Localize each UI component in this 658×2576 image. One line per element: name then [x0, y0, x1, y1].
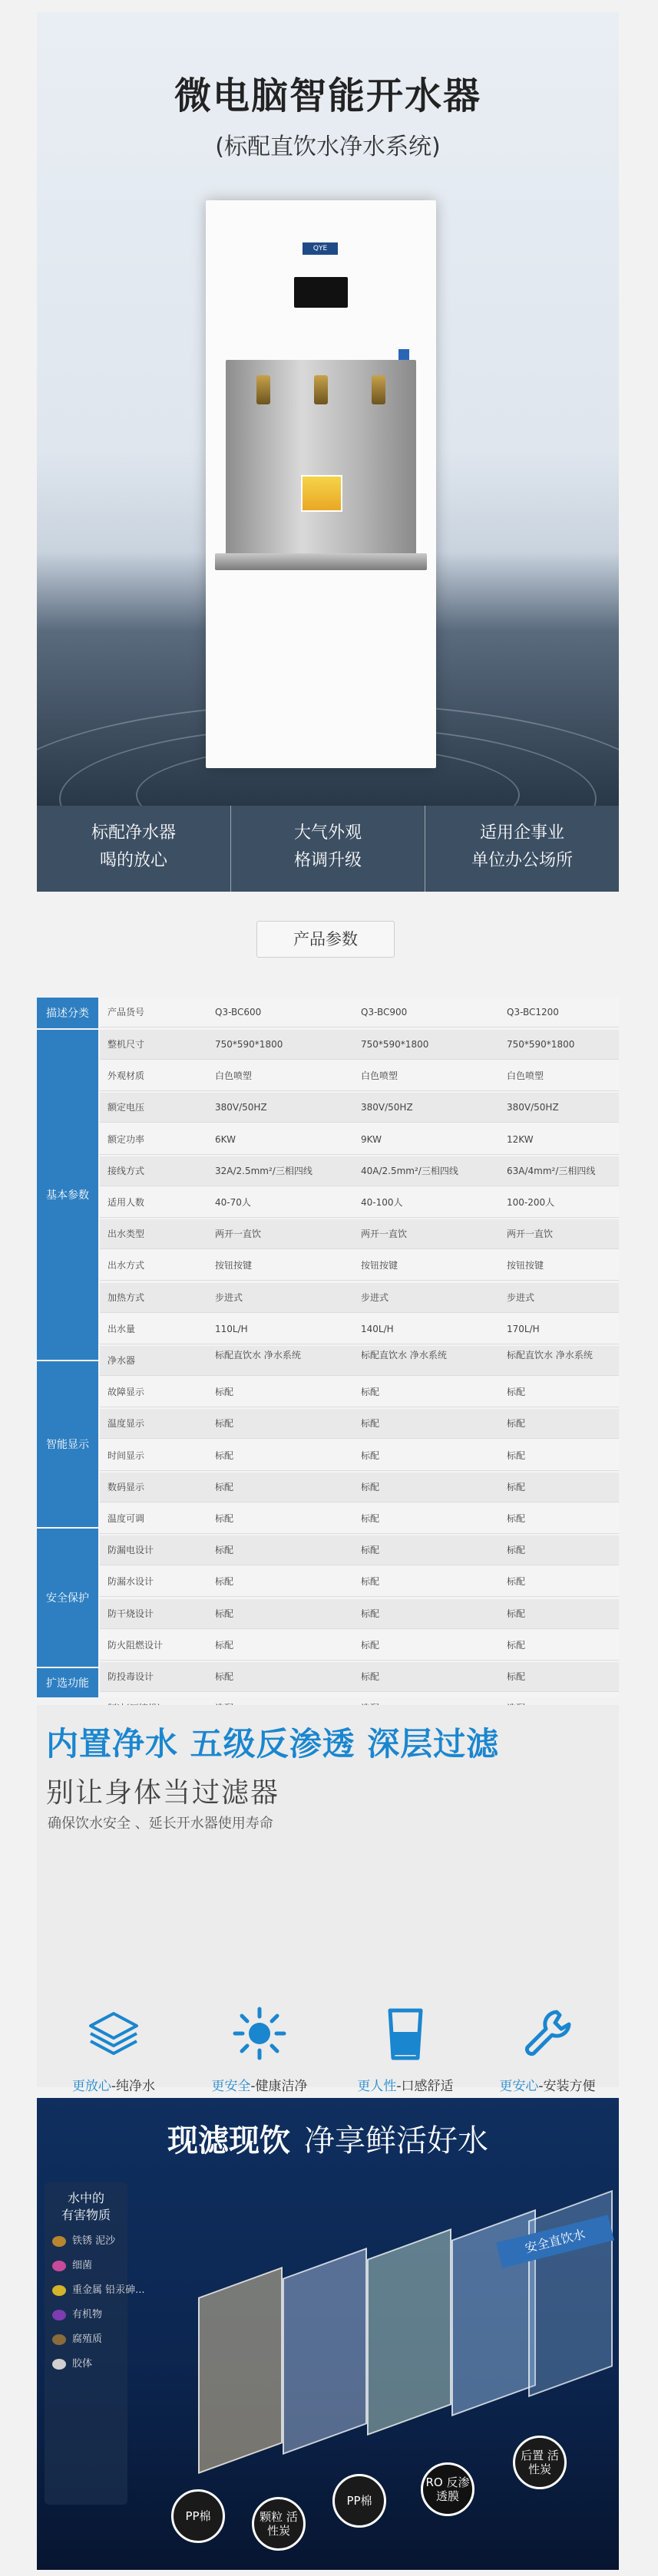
spec-row — [100, 1030, 619, 1060]
spec-row-label: 适用人数 — [107, 1197, 145, 1208]
spec-category: 智能显示 — [37, 1361, 98, 1527]
spec-row-label: 故障显示 — [107, 1387, 145, 1398]
spec-row — [100, 1631, 619, 1661]
spec-row-value: 380V/50HZ — [215, 1102, 267, 1113]
spec-row — [100, 1441, 619, 1471]
spec-category: 扩选功能 — [37, 1668, 98, 1697]
spec-row — [100, 1409, 619, 1439]
benefit-item — [332, 2003, 478, 2094]
spec-row — [100, 1662, 619, 1692]
spec-row-value: 40-70人 — [215, 1197, 251, 1208]
feature-bar — [37, 806, 619, 892]
harmful-item: 铁锈 泥沙 — [52, 2235, 127, 2248]
spec-row-value: 标配 — [507, 1639, 526, 1651]
spec-row-value: 标配 — [361, 1671, 380, 1682]
digital-display — [294, 277, 348, 308]
spec-row-label: 出水类型 — [107, 1229, 145, 1240]
spec-row — [100, 1535, 619, 1565]
spec-row — [100, 1093, 619, 1123]
spec-row-value: 标配 — [361, 1545, 380, 1556]
spec-row-value: 两开一直饮 — [215, 1229, 262, 1240]
stage-badge: 颗粒 活性炭 — [252, 2497, 306, 2551]
spec-row-value: 步进式 — [215, 1291, 243, 1303]
hero-title: 微电脑智能开水器 — [174, 74, 481, 117]
spec-row-label: 温度显示 — [107, 1418, 145, 1430]
benefit-item — [187, 2003, 332, 2094]
drip-tray — [215, 553, 427, 570]
spec-row-value: 两开一直饮 — [507, 1229, 554, 1240]
tap-panel — [226, 360, 416, 556]
hero-banner — [37, 12, 619, 806]
spec-row — [100, 1314, 619, 1344]
filtration-title: 现滤现饮 净享鲜活好水 — [167, 2123, 488, 2159]
spec-row-label: 出水方式 — [107, 1260, 145, 1272]
tap-icon — [372, 375, 385, 404]
contaminant-icon — [52, 2359, 66, 2370]
benefit-item — [41, 2003, 187, 2094]
spec-row-value: 标配 — [215, 1481, 234, 1492]
spec-row-value: 750*590*1800 — [507, 1039, 575, 1050]
spec-row-value: 标配 — [507, 1481, 526, 1492]
spec-row-label: 整机尺寸 — [107, 1039, 145, 1050]
spec-row-value: 380V/50HZ — [361, 1102, 413, 1113]
stage-badge: RO 反渗透膜 — [421, 2462, 474, 2516]
product-params-button[interactable]: 产品参数 — [256, 921, 395, 958]
spec-row-value: 白色喷塑 — [507, 1070, 544, 1082]
feature-item: 标配净水器 喝的放心 — [37, 806, 231, 892]
spec-row-value: 标配 — [361, 1608, 380, 1619]
spec-row-value: 9KW — [361, 1133, 382, 1145]
spec-row-value: 步进式 — [507, 1291, 535, 1303]
benefit-label: 更安全-健康洁净 — [211, 2079, 308, 2094]
spec-row-label: 额定功率 — [107, 1133, 145, 1145]
spec-row-value: 白色喷塑 — [215, 1070, 253, 1082]
spec-row-value: 标配直饮水 净水系统 — [507, 1350, 593, 1361]
benefit-label: 更安心-安装方便 — [499, 2079, 596, 2094]
spec-row-label: 出水量 — [107, 1323, 136, 1334]
spec-row-value: 两开一直饮 — [361, 1229, 408, 1240]
harmful-heading: 水中的 有害物质 — [61, 2191, 111, 2222]
tap-icon — [314, 375, 328, 404]
contaminant-icon — [52, 2334, 66, 2345]
spec-header-category: 描述分类 — [37, 998, 98, 1028]
spec-row-value: 按钮按键 — [361, 1260, 398, 1272]
spec-row-value: 32A/2.5mm²/三相四线 — [215, 1165, 312, 1176]
spec-row-value: 标配 — [361, 1387, 380, 1398]
spec-row-value: 标配 — [507, 1513, 526, 1524]
spec-row-label: 防干烧设计 — [107, 1608, 154, 1619]
spec-row-value: 40-100人 — [361, 1197, 403, 1208]
spec-row-value: 标配 — [215, 1639, 234, 1651]
spec-table — [37, 998, 619, 1697]
filter-layer-carbon — [283, 2248, 367, 2455]
spec-row-value: 步进式 — [361, 1291, 389, 1303]
water-glass-icon — [375, 2003, 436, 2064]
spec-row-value: 标配 — [507, 1450, 526, 1461]
spec-row-value: 标配 — [507, 1576, 526, 1588]
spec-row-value: 380V/50HZ — [507, 1102, 559, 1113]
spec-row-value: 750*590*1800 — [215, 1039, 283, 1050]
layers-icon — [83, 2003, 144, 2064]
water-boiler-image — [206, 200, 436, 768]
harmful-item: 细菌 — [52, 2259, 127, 2273]
spec-row-value: 标配 — [361, 1418, 380, 1430]
spec-row-value: 标配 — [507, 1387, 526, 1398]
stage-badge: PP棉 — [332, 2474, 386, 2528]
spec-row-value: 110L/H — [215, 1323, 248, 1334]
spec-category: 基本参数 — [37, 1030, 98, 1360]
spec-row-label: 额定电压 — [107, 1102, 145, 1113]
harmful-substances-box — [45, 2182, 145, 2505]
spec-row-value: 40A/2.5mm²/三相四线 — [361, 1165, 458, 1176]
spec-row-value: 白色喷塑 — [361, 1070, 398, 1082]
spec-row-value: 标配 — [361, 1450, 380, 1461]
stage-badge: PP棉 — [171, 2489, 225, 2543]
spec-row — [100, 1061, 619, 1091]
spec-row-value: 标配直饮水 净水系统 — [215, 1350, 301, 1361]
contaminant-icon — [52, 2261, 66, 2271]
sun-icon — [229, 2003, 290, 2064]
spec-row — [100, 1219, 619, 1249]
benefit-label: 更人性-口感舒适 — [357, 2079, 454, 2094]
spec-row — [100, 1188, 619, 1218]
spec-row — [100, 1567, 619, 1597]
spec-row-value: 标配直饮水 净水系统 — [361, 1350, 447, 1361]
filter-layer-pp — [198, 2267, 283, 2474]
spec-row — [100, 1599, 619, 1629]
spec-row-label: 数码显示 — [107, 1481, 145, 1492]
hero-subtitle: (标配直饮水净水系统) — [215, 134, 441, 160]
filter-subtitle: 别让身体当过滤器 — [46, 1777, 280, 1809]
spec-row-value: 标配 — [361, 1576, 380, 1588]
filter-layer-pp2 — [367, 2228, 451, 2436]
filtration-section — [37, 2098, 619, 2570]
spec-row — [100, 1473, 619, 1502]
feature-item: 大气外观 格调升级 — [231, 806, 425, 892]
spec-row-label: 温度可调 — [107, 1513, 145, 1524]
filter-section — [37, 1705, 619, 2094]
spec-row-label: 防漏水设计 — [107, 1576, 154, 1588]
stage-badge: 后置 活性炭 — [513, 2436, 567, 2489]
spec-row-value: 按钮按键 — [507, 1260, 544, 1272]
spec-row-value: 标配 — [215, 1387, 234, 1398]
brand-logo: QYE — [303, 242, 338, 255]
spec-category: 安全保护 — [37, 1529, 98, 1667]
spec-row-value: 标配 — [215, 1576, 234, 1588]
spec-row-value: 标配 — [361, 1513, 380, 1524]
spec-row-label: 加热方式 — [107, 1291, 145, 1303]
spec-row-label: 防投毒设计 — [107, 1671, 154, 1682]
safe-water-tag: 安全直饮水 — [496, 2215, 614, 2268]
spec-row-value: 标配 — [215, 1450, 234, 1461]
spec-row-value: 标配 — [507, 1418, 526, 1430]
spec-row-value: 标配 — [215, 1418, 234, 1430]
spec-row-value: 170L/H — [507, 1323, 540, 1334]
contaminant-icon — [52, 2285, 66, 2296]
tap-icon — [256, 375, 270, 404]
filter-title: 内置净水 五级反渗透 深层过滤 — [46, 1725, 500, 1763]
spec-row — [100, 1504, 619, 1534]
spec-row-label: 接线方式 — [107, 1165, 145, 1176]
harmful-item: 胶体 — [52, 2357, 127, 2371]
spec-row — [100, 1283, 619, 1313]
spec-row-value: 100-200人 — [507, 1197, 555, 1208]
spec-row-value: 标配 — [507, 1671, 526, 1682]
wrench-icon — [517, 2003, 578, 2064]
spec-row-value: 63A/4mm²/三相四线 — [507, 1165, 596, 1176]
spec-row-value: 750*590*1800 — [361, 1039, 429, 1050]
spec-row — [100, 1377, 619, 1407]
spec-row-label: 外观材质 — [107, 1070, 145, 1082]
spec-row-value: 标配 — [215, 1608, 234, 1619]
warning-sticker — [301, 475, 342, 512]
spec-row-value: 标配 — [215, 1513, 234, 1524]
contaminant-icon — [52, 2310, 66, 2320]
spec-row-value: 标配 — [215, 1671, 234, 1682]
benefit-label: 更放心-纯净水 — [71, 2079, 156, 2094]
spec-header-row: 产品货号 Q3-BC600 Q3-BC900 Q3-BC1200 — [100, 998, 619, 1027]
spec-row-value: 标配 — [361, 1481, 380, 1492]
spec-row-value: 140L/H — [361, 1323, 394, 1334]
spec-row — [100, 1156, 619, 1186]
spec-row-value: 标配 — [361, 1639, 380, 1651]
spec-row — [100, 1125, 619, 1155]
spec-row-value: 按钮按键 — [215, 1260, 253, 1272]
spec-row — [100, 1251, 619, 1281]
spec-row-label: 净水器 — [107, 1355, 136, 1366]
filter-note: 确保饮水安全 、延长开水器使用寿命 — [48, 1816, 273, 1832]
spec-row-label: 防漏电设计 — [107, 1545, 154, 1556]
benefit-item — [474, 2003, 620, 2094]
harmful-item: 重金属 铅汞砷... — [52, 2284, 127, 2297]
spec-row-label: 防火阻燃设计 — [107, 1639, 164, 1651]
spec-row-value: 标配 — [507, 1545, 526, 1556]
spec-row-label: 时间显示 — [107, 1450, 145, 1461]
spec-row-value: 6KW — [215, 1133, 236, 1145]
spec-row — [100, 1346, 619, 1376]
spec-row-value: 标配 — [507, 1608, 526, 1619]
feature-item: 适用企事业 单位办公场所 — [471, 823, 573, 870]
harmful-item: 腐殖质 — [52, 2333, 127, 2347]
contaminant-icon — [52, 2236, 66, 2247]
spec-row-value: 标配 — [215, 1545, 234, 1556]
harmful-item: 有机物 — [52, 2308, 127, 2322]
spec-row-value: 12KW — [507, 1133, 534, 1145]
